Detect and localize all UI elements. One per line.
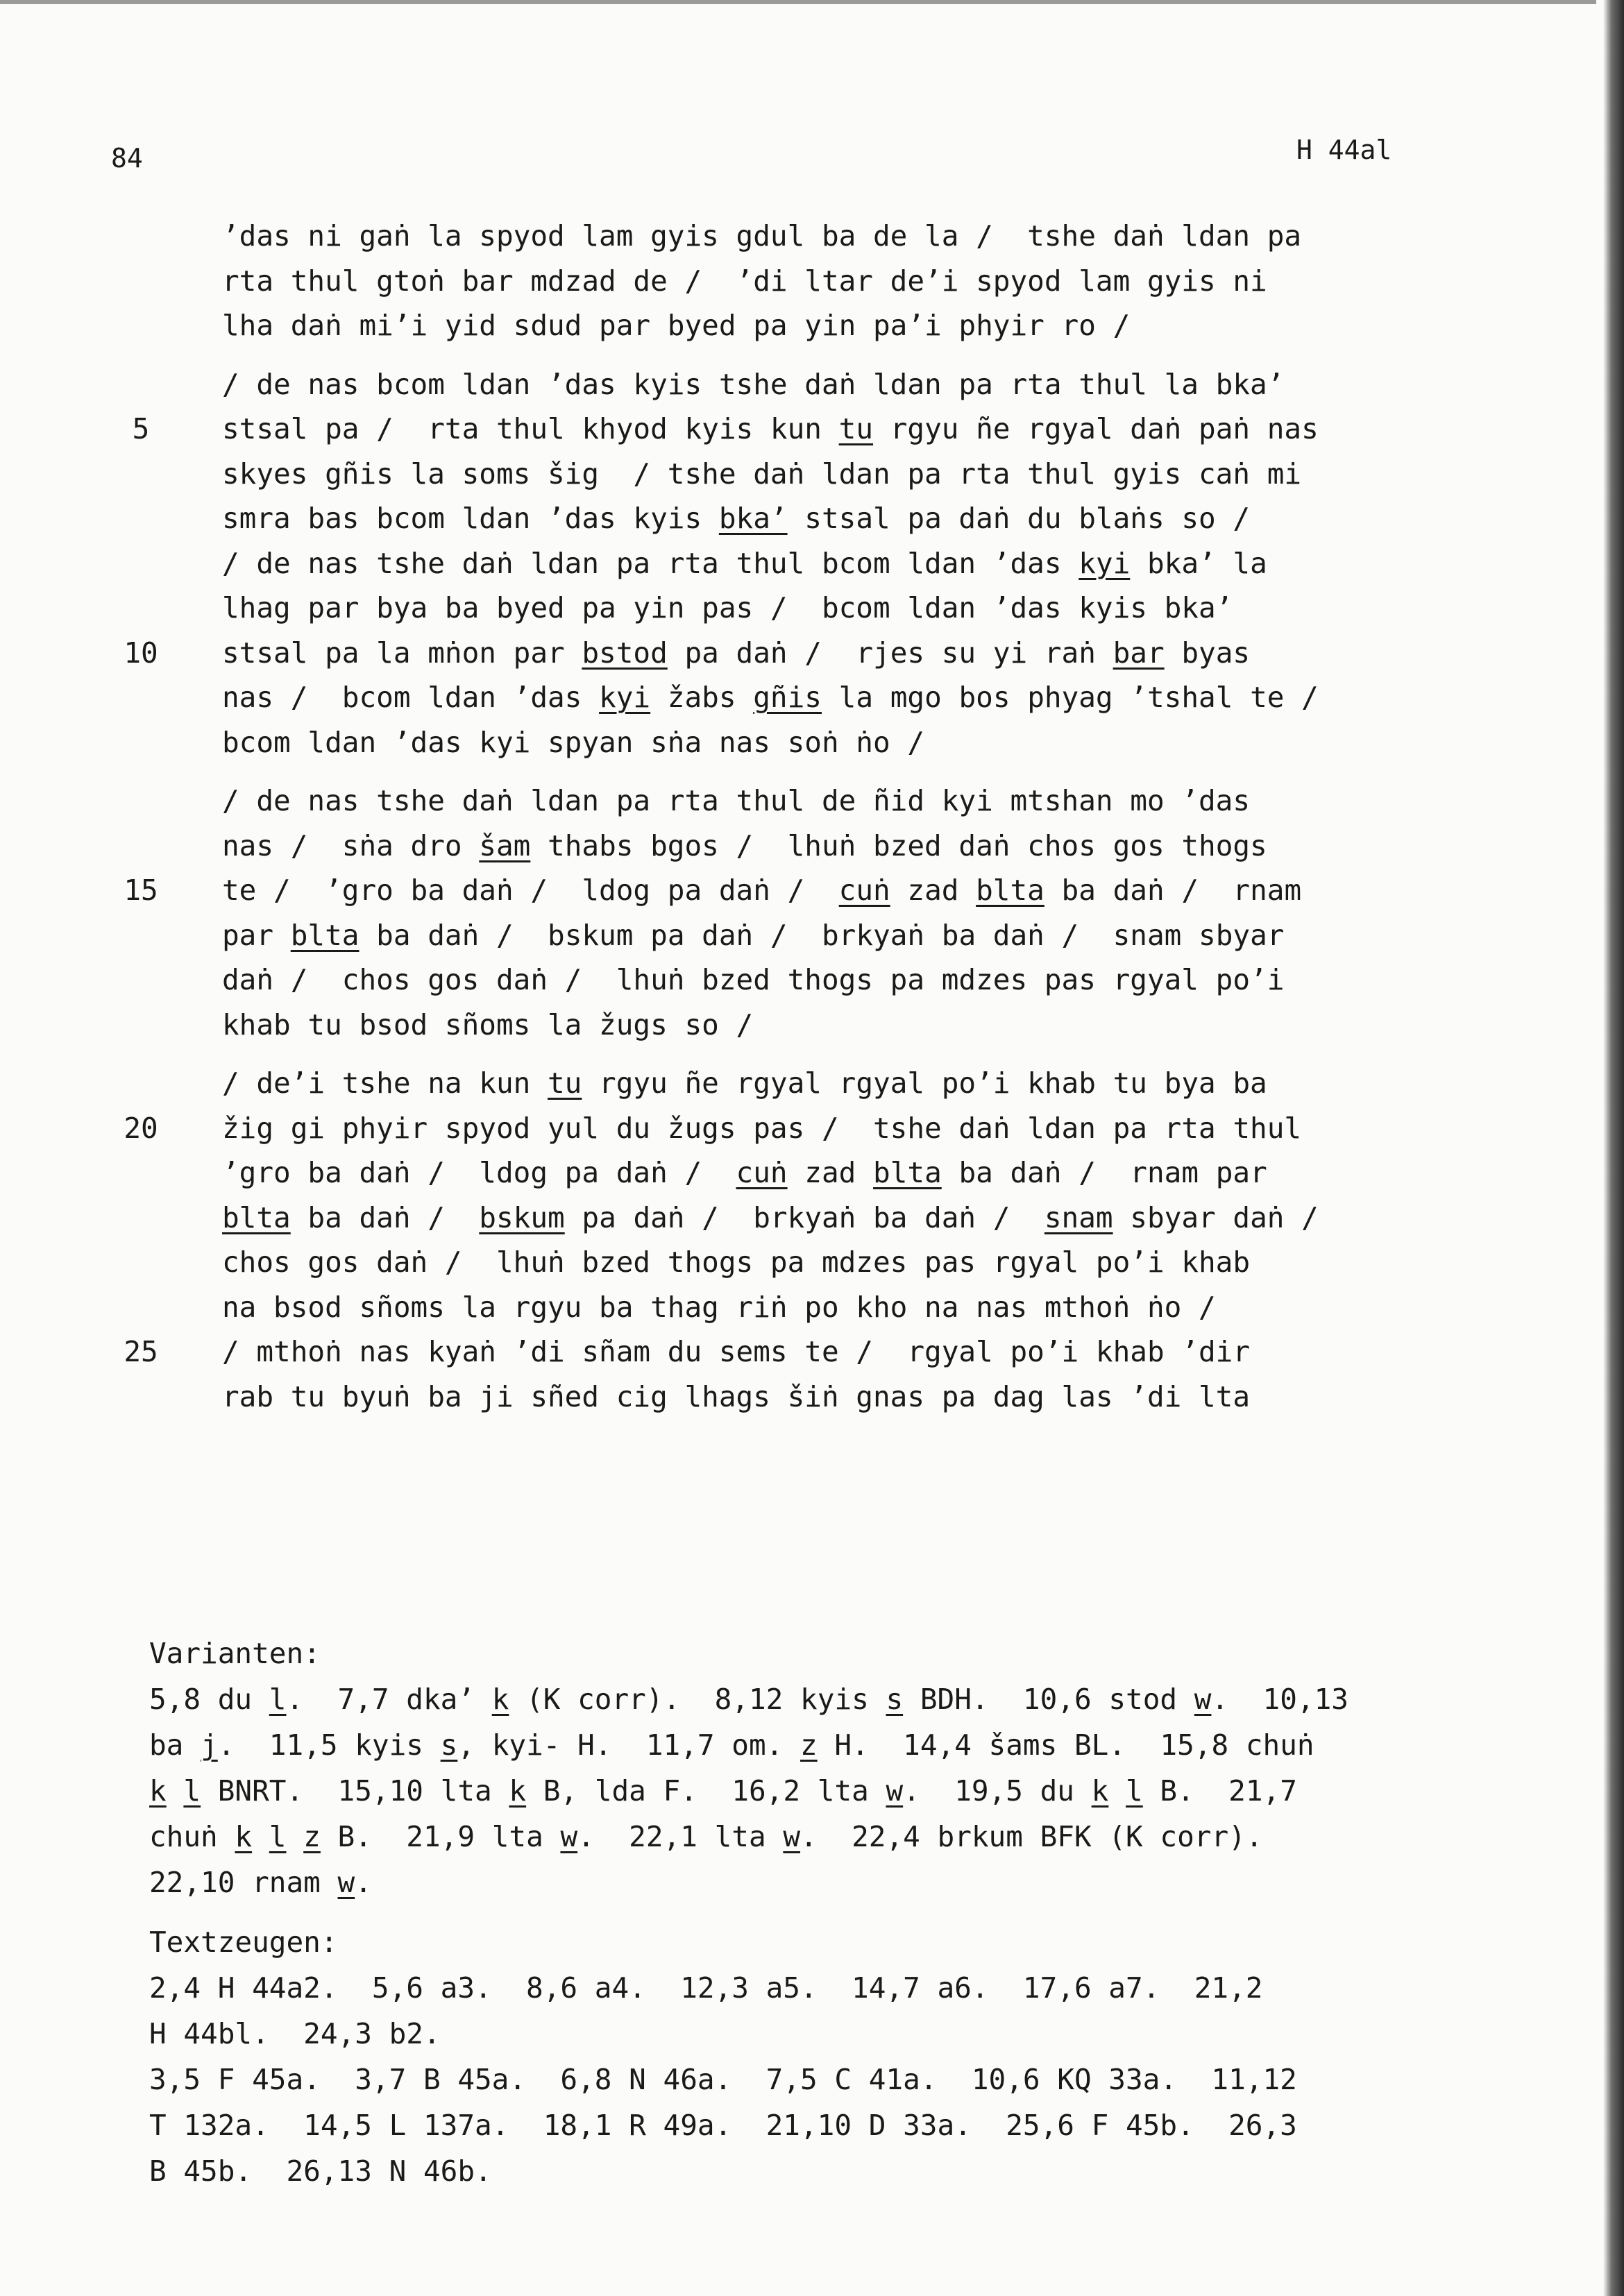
- text-paragraph: [124, 779, 1457, 1047]
- text-line: [222, 1285, 1457, 1330]
- text-run: ba daṅ /: [290, 1200, 480, 1234]
- text-line: [222, 586, 1457, 631]
- text-run: H. 14,4 šams BL. 15,8 chuṅ: [817, 1728, 1314, 1762]
- underlined-word: blta: [222, 1200, 291, 1234]
- text-run: ba daṅ / rnam par: [941, 1156, 1267, 1189]
- text-run: T 132a. 14,5 L 137a. 18,1 R 49a. 21,10 D 33a. 25,6 F 45b. 26,3: [149, 2109, 1297, 2142]
- text-run: pa daṅ / brkyaṅ ba daṅ /: [564, 1200, 1044, 1234]
- underlined-word: s: [440, 1728, 458, 1762]
- text-run: žig gi phyir spyod yul du žugs pas / tshe daṅ ldan pa rta thul: [222, 1111, 1302, 1145]
- text-run: .: [355, 1866, 372, 1899]
- varianten-line: [149, 1722, 1468, 1768]
- varianten-line: [149, 1768, 1468, 1814]
- textzeugen-list: [149, 1965, 1468, 2194]
- text-run: žabs: [650, 681, 754, 714]
- text-line: [124, 1106, 1457, 1151]
- text-run: . 7,7 dka’: [286, 1683, 492, 1716]
- text-line: [222, 913, 1457, 958]
- line-number: 5: [132, 412, 150, 445]
- underlined-word: kyi: [1079, 546, 1131, 580]
- text-run: rgyu ñe rgyal rgyal po’i khab tu bya ba: [582, 1066, 1267, 1100]
- text-run: chuṅ: [149, 1820, 235, 1853]
- underlined-word: bka’: [718, 502, 788, 535]
- text-run: 2,4 H 44a2. 5,6 a3. 8,6 a4. 12,3 a5. 14,7 a6. 17,6 a7. 21,2: [149, 1971, 1263, 2005]
- text-run: par: [222, 918, 291, 952]
- text-line: [222, 496, 1457, 541]
- text-run: pa daṅ / rjes su yi raṅ: [667, 636, 1113, 670]
- underlined-word: j: [201, 1728, 218, 1762]
- text-line: [222, 259, 1457, 304]
- underlined-word: l: [1126, 1774, 1143, 1808]
- text-line: [222, 303, 1457, 348]
- text-run: [167, 1774, 184, 1808]
- varianten-line: [149, 1814, 1468, 1860]
- underlined-word: snam: [1044, 1200, 1113, 1234]
- text-run: rta thul gtoṅ bar mdzad de / ’di ltar de’i spyod lam gyis ni: [222, 264, 1267, 298]
- text-run: / de nas tshe daṅ ldan pa rta thul de ñid kyi mtshan mo ’das: [222, 784, 1251, 817]
- text-line: [222, 675, 1457, 720]
- text-run: lha daṅ mi’i yid sdud par byed pa yin pa’i phyir ro /: [222, 309, 1131, 342]
- text-run: / de nas bcom ldan ’das kyis tshe daṅ ldan pa rta thul la bka’: [222, 367, 1285, 401]
- text-line: [222, 1061, 1457, 1106]
- tibetan-text-body: [124, 214, 1457, 1433]
- folio-reference: H 44al: [1296, 135, 1392, 165]
- text-run: ba daṅ / rnam: [1044, 874, 1302, 907]
- text-run: byas: [1164, 636, 1251, 670]
- text-run: smra bas bcom ldan ’das kyis: [222, 502, 719, 535]
- line-number: 10: [124, 636, 158, 670]
- underlined-word: k: [235, 1820, 253, 1853]
- text-run: 5,8 du: [149, 1683, 269, 1716]
- text-run: , kyi- H. 11,7 om.: [457, 1728, 801, 1762]
- textzeugen-line: [149, 1965, 1468, 2011]
- line-number: 20: [124, 1111, 158, 1145]
- text-run: . 11,5 kyis: [217, 1728, 441, 1762]
- underlined-word: l: [269, 1820, 287, 1853]
- text-run: [1108, 1774, 1126, 1808]
- varianten-line: [149, 1860, 1468, 1905]
- text-run: . 10,13: [1211, 1683, 1348, 1716]
- text-paragraph: [222, 214, 1457, 348]
- text-paragraph: [124, 362, 1457, 765]
- text-run: stsal pa daṅ du blaṅs so /: [787, 502, 1251, 535]
- page-number: 84: [111, 143, 143, 173]
- text-run: skyes gñis la soms šig / tshe daṅ ldan pa rta thul gyis caṅ mi: [222, 457, 1302, 491]
- text-run: H 44bl. 24,3 b2.: [149, 2017, 441, 2050]
- text-run: bka’ la: [1130, 546, 1267, 580]
- text-line: [124, 631, 1457, 676]
- underlined-word: w: [886, 1774, 904, 1808]
- text-run: B 45b. 26,13 N 46b.: [149, 2154, 492, 2188]
- text-line: [124, 1329, 1457, 1375]
- text-run: 22,10 rnam: [149, 1866, 338, 1899]
- text-run: nas / bcom ldan ’das: [222, 681, 600, 714]
- text-line: [222, 362, 1457, 407]
- textzeugen-heading: Textzeugen:: [149, 1925, 338, 1959]
- underlined-word: l: [183, 1774, 201, 1808]
- underlined-word: bskum: [479, 1200, 565, 1234]
- underlined-word: z: [800, 1728, 818, 1762]
- text-run: B. 21,9 lta: [320, 1820, 561, 1853]
- text-line: [222, 1150, 1457, 1196]
- text-line: [222, 824, 1457, 869]
- text-paragraph: [124, 1061, 1457, 1419]
- text-run: BDH. 10,6 stod: [903, 1683, 1194, 1716]
- text-run: / de’i tshe na kun: [222, 1066, 548, 1100]
- text-run: B, lda F. 16,2 lta: [526, 1774, 886, 1808]
- text-run: BNRT. 15,10 lta: [201, 1774, 509, 1808]
- text-run: chos gos daṅ / lhuṅ bzed thogs pa mdzes pas rgyal po’i khab: [222, 1245, 1251, 1279]
- text-line: [222, 1240, 1457, 1285]
- text-run: . 19,5 du: [903, 1774, 1092, 1808]
- text-line: [222, 779, 1457, 824]
- text-line: [222, 720, 1457, 765]
- text-run: / de nas tshe daṅ ldan pa rta thul bcom ldan ’das: [222, 546, 1079, 580]
- underlined-word: bar: [1113, 636, 1165, 670]
- underlined-word: k: [509, 1774, 527, 1808]
- underlined-word: k: [491, 1683, 509, 1716]
- text-run: bcom ldan ’das kyi spyan sṅa nas soṅ ṅo /: [222, 725, 925, 759]
- text-line: [132, 407, 1457, 452]
- line-number: 25: [124, 1335, 158, 1368]
- text-line: [222, 1003, 1457, 1048]
- text-run: [252, 1820, 269, 1853]
- text-run: rab tu byuṅ ba ji sñed cig lhags šiṅ gnas pa dag las ’di lta: [222, 1379, 1251, 1413]
- text-line: [222, 1196, 1457, 1241]
- text-run: . 22,1 lta: [577, 1820, 784, 1853]
- text-run: 3,5 F 45a. 3,7 B 45a. 6,8 N 46a. 7,5 C 41a. 10,6 KQ 33a. 11,12: [149, 2063, 1297, 2096]
- underlined-word: w: [783, 1820, 801, 1853]
- text-line: [222, 214, 1457, 259]
- underlined-word: s: [886, 1683, 904, 1716]
- underlined-word: w: [1194, 1683, 1212, 1716]
- line-number: 15: [124, 874, 158, 907]
- text-run: daṅ / chos gos daṅ / lhuṅ bzed thogs pa mdzes pas rgyal po’i: [222, 963, 1285, 996]
- text-line: [222, 452, 1457, 497]
- text-run: la mgo bos phyag ’tshal te /: [821, 681, 1319, 714]
- text-run: stsal pa la mṅon par: [222, 636, 582, 670]
- text-run: (K corr). 8,12 kyis: [509, 1683, 886, 1716]
- text-run: stsal pa / rta thul khyod kyis kun: [222, 412, 839, 445]
- text-run: nas / sṅa dro: [222, 828, 480, 862]
- text-run: te / ’gro ba daṅ / ldog pa daṅ /: [222, 874, 839, 907]
- scan-binding-shadow: [1603, 0, 1624, 2296]
- underlined-word: tu: [838, 412, 874, 445]
- underlined-word: šam: [479, 828, 531, 862]
- textzeugen-line: [149, 2057, 1468, 2102]
- text-run: khab tu bsod sñoms la žugs so /: [222, 1007, 754, 1041]
- text-run: lhag par bya ba byed pa yin pas / bcom ldan ’das kyis bka’: [222, 591, 1233, 624]
- underlined-word: kyi: [599, 681, 651, 714]
- critical-apparatus: [149, 1631, 1468, 2194]
- underlined-word: w: [560, 1820, 578, 1853]
- text-run: rgyu ñe rgyal daṅ paṅ nas: [873, 412, 1319, 445]
- underlined-word: tu: [548, 1066, 582, 1100]
- underlined-word: w: [337, 1866, 355, 1899]
- varianten-heading: Varianten:: [149, 1637, 321, 1670]
- textzeugen-line: [149, 2102, 1468, 2148]
- text-line: [222, 1375, 1457, 1420]
- underlined-word: bstod: [582, 636, 668, 670]
- varianten-line: [149, 1676, 1468, 1722]
- underlined-word: z: [303, 1820, 321, 1853]
- text-run: zad: [787, 1156, 874, 1189]
- text-run: . 22,4 brkum BFK (K corr).: [800, 1820, 1263, 1853]
- underlined-word: gñis: [753, 681, 822, 714]
- underlined-word: blta: [976, 874, 1044, 907]
- underlined-word: k: [1091, 1774, 1109, 1808]
- text-run: thabs bgos / lhuṅ bzed daṅ chos gos thogs: [530, 828, 1267, 862]
- text-run: ba: [149, 1728, 201, 1762]
- text-line: [222, 958, 1457, 1003]
- underlined-word: k: [149, 1774, 167, 1808]
- text-run: ’das ni gaṅ la spyod lam gyis gdul ba de la / tshe daṅ ldan pa: [222, 219, 1302, 253]
- scan-top-edge: [0, 0, 1596, 4]
- text-run: ba daṅ / bskum pa daṅ / brkyaṅ ba daṅ / snam sbyar: [359, 918, 1285, 952]
- textzeugen-line: [149, 2011, 1468, 2057]
- varianten-list: [149, 1676, 1468, 1905]
- text-run: B. 21,7: [1142, 1774, 1297, 1808]
- text-run: na bsod sñoms la rgyu ba thag riṅ po kho na nas mthoṅ ṅo /: [222, 1290, 1216, 1324]
- text-run: sbyar daṅ /: [1113, 1200, 1319, 1234]
- text-run: / mthoṅ nas kyaṅ ’di sñam du sems te / rgyal po’i khab ’dir: [222, 1335, 1251, 1368]
- text-line: [222, 541, 1457, 586]
- textzeugen-line: [149, 2148, 1468, 2194]
- underlined-word: cuṅ: [736, 1156, 788, 1189]
- text-run: zad: [890, 874, 976, 907]
- underlined-word: blta: [290, 918, 360, 952]
- underlined-word: l: [269, 1683, 287, 1716]
- text-run: ’gro ba daṅ / ldog pa daṅ /: [222, 1156, 736, 1189]
- underlined-word: cuṅ: [838, 874, 890, 907]
- underlined-word: blta: [873, 1156, 942, 1189]
- text-line: [124, 868, 1457, 913]
- text-run: [286, 1820, 303, 1853]
